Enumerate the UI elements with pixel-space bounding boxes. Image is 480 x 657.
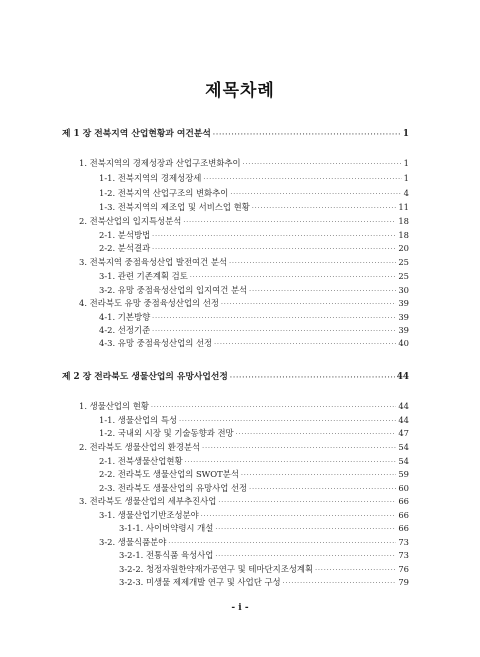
leader-dots bbox=[221, 299, 396, 310]
toc-item[interactable] bbox=[99, 271, 409, 283]
leader-dots bbox=[243, 159, 402, 170]
toc-item[interactable] bbox=[99, 173, 409, 185]
toc-item[interactable] bbox=[79, 442, 409, 454]
toc-page-number: 40 bbox=[398, 338, 409, 348]
page-number-footer: - i - bbox=[231, 603, 249, 613]
toc-page-number: 1 bbox=[403, 173, 409, 183]
leader-dots bbox=[201, 511, 397, 522]
toc-item-label: 3-2. 생물식품분야 bbox=[99, 537, 167, 547]
leader-dots bbox=[152, 231, 396, 242]
toc-item-label: 3. 전라북도 생물산업의 세부추진사업 bbox=[79, 496, 217, 506]
toc-page-number: 4 bbox=[403, 188, 409, 198]
toc-page-number: 66 bbox=[398, 510, 409, 520]
toc-chapter-label: 제 1 장 전북지역 산업현황과 여건분석 bbox=[62, 129, 211, 139]
toc-item-label: 1-1. 생물산업의 특성 bbox=[99, 415, 178, 425]
toc-item[interactable] bbox=[99, 469, 409, 481]
toc-item[interactable] bbox=[119, 550, 409, 562]
toc-page-number: 73 bbox=[398, 550, 409, 560]
leader-dots bbox=[152, 326, 396, 337]
toc-item[interactable] bbox=[79, 496, 409, 508]
toc-item[interactable] bbox=[99, 312, 409, 324]
toc-page-number: 73 bbox=[398, 537, 409, 547]
toc-item[interactable] bbox=[99, 415, 409, 427]
leader-dots bbox=[236, 429, 397, 440]
toc-item[interactable] bbox=[99, 202, 409, 214]
toc-item[interactable] bbox=[79, 158, 409, 170]
toc-page-number: 54 bbox=[398, 456, 409, 466]
toc-item[interactable] bbox=[79, 298, 409, 310]
toc-item-label: 1-2. 국내외 시장 및 기술동향과 전망 bbox=[99, 428, 234, 438]
toc-item-label: 4-2. 선정기준 bbox=[99, 325, 151, 335]
toc-page-number: 54 bbox=[398, 442, 409, 452]
toc-page-number: 25 bbox=[398, 257, 409, 267]
leader-dots bbox=[230, 372, 395, 383]
toc-page-number: 18 bbox=[398, 230, 409, 240]
toc-page-number: 60 bbox=[398, 483, 409, 493]
toc-item-label: 3-2-1. 전통식품 육성사업 bbox=[119, 550, 214, 560]
toc-item[interactable] bbox=[99, 428, 409, 440]
toc-item-label: 4-3. 유망 중점육성산업의 선정 bbox=[99, 338, 213, 348]
toc-page-number: 39 bbox=[398, 312, 409, 322]
toc-item-label: 3-2-3. 미생물 제제개발 연구 및 사업단 구성 bbox=[119, 577, 281, 587]
leader-dots bbox=[190, 272, 396, 283]
toc-item-label: 2-3. 전라북도 생물산업의 유망사업 선정 bbox=[99, 483, 248, 493]
toc-page-number: 44 bbox=[398, 401, 409, 411]
toc-page-number: 66 bbox=[398, 523, 409, 533]
leader-dots bbox=[203, 174, 401, 185]
toc-item-label: 3-1-1. 사이버약령시 개설 bbox=[119, 523, 214, 533]
toc-page-number: 44 bbox=[398, 415, 409, 425]
toc-page-number: 1 bbox=[403, 158, 409, 168]
toc-page-number: 47 bbox=[398, 428, 409, 438]
leader-dots bbox=[152, 313, 396, 324]
toc-item[interactable] bbox=[99, 456, 409, 468]
toc-page-number: 39 bbox=[398, 325, 409, 335]
leader-dots bbox=[215, 551, 396, 562]
leader-dots bbox=[252, 203, 397, 214]
toc-item-label: 4. 전라북도 유망 중점육성산업의 선정 bbox=[79, 298, 219, 308]
toc-item-label: 2-2. 전라북도 생물산업의 SWOT분석 bbox=[99, 469, 239, 479]
toc-page-number: 20 bbox=[398, 243, 409, 253]
leader-dots bbox=[283, 578, 397, 589]
toc-item[interactable] bbox=[99, 230, 409, 242]
toc-item-label: 3-2-2. 청정자원한약재가공연구 및 테마단지조성계획 bbox=[119, 564, 314, 574]
toc-item-label: 1-1. 전북지역의 경제성장세 bbox=[99, 173, 202, 183]
toc-chapter-label: 제 2 장 전라북도 생물산업의 유망사업선정 bbox=[62, 372, 228, 382]
toc-item[interactable] bbox=[79, 401, 409, 413]
leader-dots bbox=[249, 484, 396, 495]
toc-item-label: 2. 전라북도 생물산업의 환경분석 bbox=[79, 442, 201, 452]
toc-item[interactable] bbox=[99, 537, 409, 549]
toc-page-number: 79 bbox=[398, 577, 409, 587]
leader-dots bbox=[179, 416, 396, 427]
toc-item-label: 1. 생물산업의 현황 bbox=[79, 401, 149, 411]
toc-item-label: 3-1. 관련 기존계획 검토 bbox=[99, 271, 188, 281]
toc-item[interactable] bbox=[119, 523, 409, 535]
toc-page-number: 76 bbox=[398, 564, 409, 574]
leader-dots bbox=[202, 443, 396, 454]
toc-item[interactable] bbox=[119, 577, 409, 589]
toc-page-number: 25 bbox=[398, 271, 409, 281]
page-title: 제목차례 bbox=[205, 81, 275, 101]
toc-item[interactable] bbox=[99, 510, 409, 522]
toc-chapter-2[interactable] bbox=[62, 372, 409, 383]
toc-item[interactable] bbox=[99, 243, 409, 255]
toc-item[interactable] bbox=[99, 188, 409, 200]
toc-item-label: 2-2. 분석결과 bbox=[99, 243, 151, 253]
leader-dots bbox=[214, 339, 396, 350]
toc-item[interactable] bbox=[99, 483, 409, 495]
toc-item-label: 2-1. 분석방법 bbox=[99, 230, 151, 240]
toc-page-number: 59 bbox=[398, 469, 409, 479]
toc-item-label: 1-2. 전북지역 산업구조의 변화추이 bbox=[99, 188, 229, 198]
leader-dots bbox=[249, 286, 396, 297]
toc-page-number: 18 bbox=[398, 216, 409, 226]
leader-dots bbox=[185, 457, 397, 468]
leader-dots bbox=[315, 565, 396, 576]
toc-item-label: 2-1. 전북생물산업현황 bbox=[99, 456, 183, 466]
toc-page-number: 44 bbox=[396, 372, 409, 382]
leader-dots bbox=[215, 524, 396, 535]
leader-dots bbox=[230, 189, 401, 200]
toc-chapter-1[interactable] bbox=[62, 129, 409, 140]
toc-item-label: 1. 전북지역의 경제성장과 산업구조변화추이 bbox=[79, 158, 241, 168]
leader-dots bbox=[183, 217, 396, 228]
leader-dots bbox=[213, 129, 401, 140]
leader-dots bbox=[241, 470, 396, 481]
leader-dots bbox=[152, 244, 396, 255]
toc-page-number: 66 bbox=[398, 496, 409, 506]
leader-dots bbox=[168, 538, 396, 549]
toc-item[interactable] bbox=[79, 257, 409, 269]
toc-item[interactable] bbox=[99, 338, 409, 350]
toc-item-label: 3-1. 생물산업기반조성분야 bbox=[99, 510, 199, 520]
toc-item[interactable] bbox=[99, 285, 409, 297]
toc-item-label: 1-3. 전북지역의 제조업 및 서비스업 현황 bbox=[99, 202, 250, 212]
toc-item[interactable] bbox=[119, 564, 409, 576]
toc-page-number: 11 bbox=[398, 202, 409, 212]
toc-item-label: 3-2. 유망 중점육성산업의 입지여건 분석 bbox=[99, 285, 248, 295]
leader-dots bbox=[218, 497, 396, 508]
toc-item[interactable] bbox=[99, 325, 409, 337]
leader-dots bbox=[151, 402, 396, 413]
toc-item-label: 2. 전북산업의 입지특성분석 bbox=[79, 216, 182, 226]
toc-page-number: 30 bbox=[398, 285, 409, 295]
toc-page-number: 39 bbox=[398, 298, 409, 308]
toc-item[interactable] bbox=[79, 216, 409, 228]
leader-dots bbox=[229, 258, 396, 269]
toc-item-label: 3. 전북지역 중점육성산업 발전여건 분석 bbox=[79, 257, 228, 267]
toc-item-label: 4-1. 기본방향 bbox=[99, 312, 151, 322]
toc-page-number: 1 bbox=[402, 129, 409, 139]
